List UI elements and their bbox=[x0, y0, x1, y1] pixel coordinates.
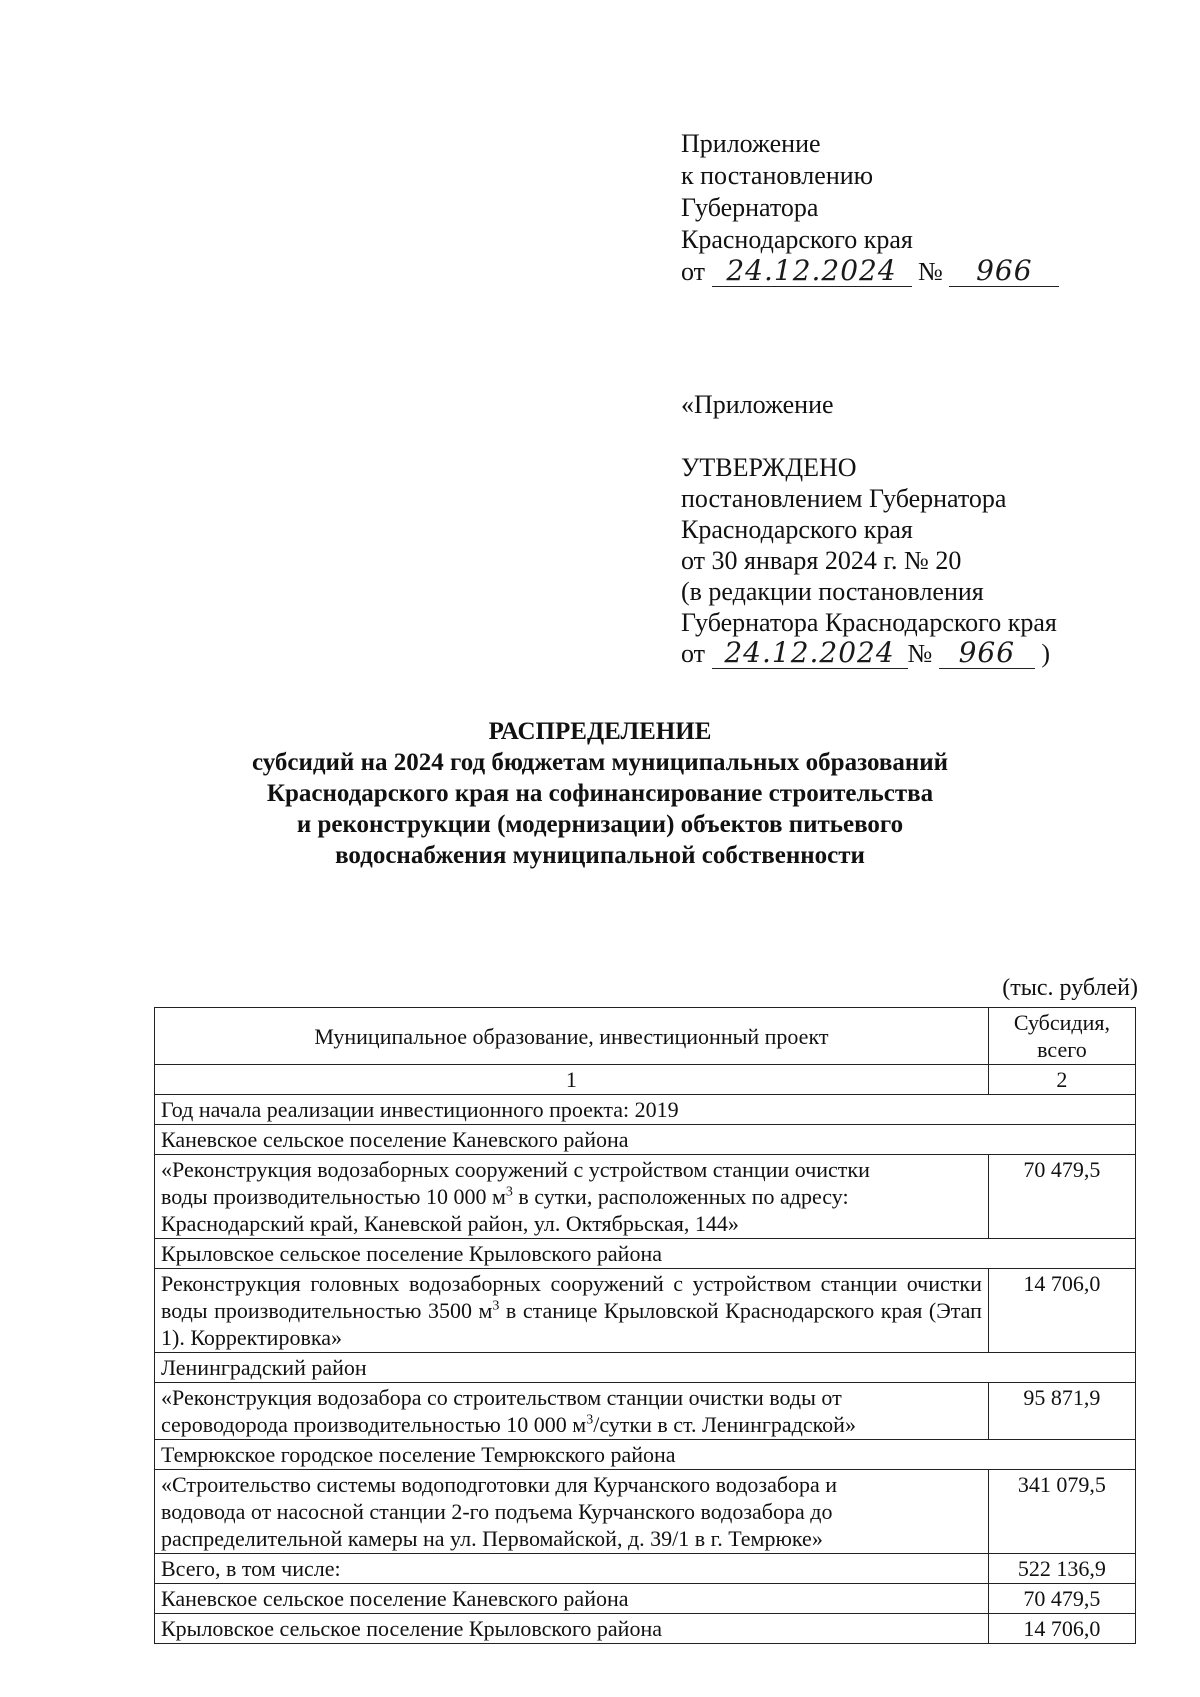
units-label: (тыс. рублей) bbox=[1002, 975, 1138, 1001]
handwritten-number-field bbox=[949, 254, 1059, 287]
total-label: Всего, в том числе: bbox=[155, 1554, 989, 1584]
amount-cell: 341 079,5 bbox=[988, 1470, 1135, 1554]
summary-amount: 70 479,5 bbox=[988, 1584, 1135, 1614]
approval-line: Краснодарского края bbox=[681, 515, 913, 544]
header-date-line bbox=[681, 256, 1151, 288]
project-cell: Реконструкция головных водозаборных сооружений с устройством станции очистки воды производительностью 3500 $м^3$ в станице Крыловской Краснодарского края (Этап 1). Корректировка» bbox=[155, 1269, 989, 1353]
handwritten-date: 24.12.2024 bbox=[726, 254, 897, 287]
municipality-row: Каневское сельское поселение Каневского района bbox=[155, 1125, 1136, 1155]
handwritten-date-field bbox=[712, 254, 912, 287]
document-title bbox=[130, 716, 1070, 871]
handwritten-date-field bbox=[712, 636, 908, 669]
amount-cell: 95 871,9 bbox=[988, 1383, 1135, 1440]
quote-line: «Приложение bbox=[681, 390, 834, 419]
table-header-row bbox=[155, 1008, 1136, 1065]
summary-row bbox=[155, 1584, 1136, 1614]
summary-label: Каневское сельское поселение Каневского района bbox=[155, 1584, 989, 1614]
summary-label: Крыловское сельское поселение Крыловского района bbox=[155, 1614, 989, 1644]
column-header-project: Муниципальное образование, инвестиционный проект bbox=[155, 1008, 989, 1065]
handwritten-number-field bbox=[939, 636, 1035, 669]
approval-line: от 30 января 2024 г. № 20 bbox=[681, 546, 962, 575]
header-line: Краснодарского края bbox=[681, 225, 913, 254]
approval-block bbox=[681, 389, 1181, 669]
number-sign: № bbox=[907, 639, 933, 668]
header-line: Приложение bbox=[681, 129, 821, 158]
title-heading: РАСПРЕДЕЛЕНИЕ bbox=[488, 718, 712, 745]
title-line: и реконструкции (модернизации) объектов питьевого bbox=[296, 811, 904, 838]
column-number: 2 bbox=[988, 1065, 1135, 1095]
handwritten-date: 24.12.2024 bbox=[724, 636, 895, 669]
closing-paren: ) bbox=[1041, 639, 1051, 668]
municipality-row: Темрюкское городское поселение Темрюкского района bbox=[155, 1440, 1136, 1470]
table-row bbox=[155, 1125, 1136, 1155]
header-text: Субсидия, bbox=[1013, 1010, 1110, 1035]
column-number-row bbox=[155, 1065, 1136, 1095]
table-row bbox=[155, 1440, 1136, 1470]
project-cell: «Строительство системы водоподготовки для Курчанского водозабора и водовода от насосной станции 2-го подъема Курчанского водозабора до распределительной камеры на ул. Первомайской, д. 39/1 в г. Темрюке» bbox=[155, 1470, 989, 1554]
amount-cell: 14 706,0 bbox=[988, 1269, 1135, 1353]
table-row bbox=[155, 1383, 1136, 1440]
header-line: к постановлению bbox=[681, 161, 874, 190]
subsidy-table bbox=[154, 1007, 1136, 1644]
handwritten-number: 966 bbox=[958, 636, 1016, 669]
summary-row bbox=[155, 1614, 1136, 1644]
attachment-header bbox=[681, 128, 1151, 288]
approval-line: Губернатора Краснодарского края bbox=[681, 608, 1057, 637]
approval-line: (в редакции постановления bbox=[681, 577, 984, 606]
header-text: всего bbox=[1037, 1037, 1087, 1062]
project-cell: «Реконструкция водозаборных сооружений с устройством станции очистки воды производительностью 10 000 $м^3$ в сутки, расположенных по адресу: Краснодарский край, Каневской район, ул. Октябрьская, 144» bbox=[155, 1155, 989, 1239]
municipality-row: Крыловское сельское поселение Крыловского района bbox=[155, 1239, 1136, 1269]
handwritten-number: 966 bbox=[976, 254, 1033, 287]
total-row bbox=[155, 1554, 1136, 1584]
column-number: 1 bbox=[155, 1065, 989, 1095]
date-prefix: от bbox=[681, 257, 706, 286]
table-row bbox=[155, 1095, 1136, 1125]
approval-date-line bbox=[681, 638, 1181, 669]
year-row: Год начала реализации инвестиционного проекта: 2019 bbox=[155, 1095, 1136, 1125]
header-line: Губернатора bbox=[681, 193, 819, 222]
title-line: водоснабжения муниципальной собственности bbox=[335, 842, 865, 869]
date-prefix: от bbox=[681, 639, 706, 668]
number-sign: № bbox=[918, 257, 943, 286]
summary-amount: 14 706,0 bbox=[988, 1614, 1135, 1644]
total-amount: 522 136,9 bbox=[988, 1554, 1135, 1584]
column-header-subsidy bbox=[988, 1008, 1135, 1065]
table-row bbox=[155, 1269, 1136, 1353]
title-line: субсидий на 2024 год бюджетам муниципальных образований bbox=[251, 749, 949, 776]
project-cell: «Реконструкция водозабора со строительством станции очистки воды от сероводорода производительностью 10 000 $м^3$/сутки в ст. Ленинградской» bbox=[155, 1383, 989, 1440]
approved-stamp: УТВЕРЖДЕНО bbox=[681, 453, 857, 482]
table-row bbox=[155, 1470, 1136, 1554]
title-line: Краснодарского края на софинансирование строительства bbox=[266, 780, 934, 807]
municipality-row: Ленинградский район bbox=[155, 1353, 1136, 1383]
table-row bbox=[155, 1155, 1136, 1239]
approval-line: постановлением Губернатора bbox=[681, 484, 1007, 513]
amount-cell: 70 479,5 bbox=[988, 1155, 1135, 1239]
table-row bbox=[155, 1239, 1136, 1269]
table-row bbox=[155, 1353, 1136, 1383]
